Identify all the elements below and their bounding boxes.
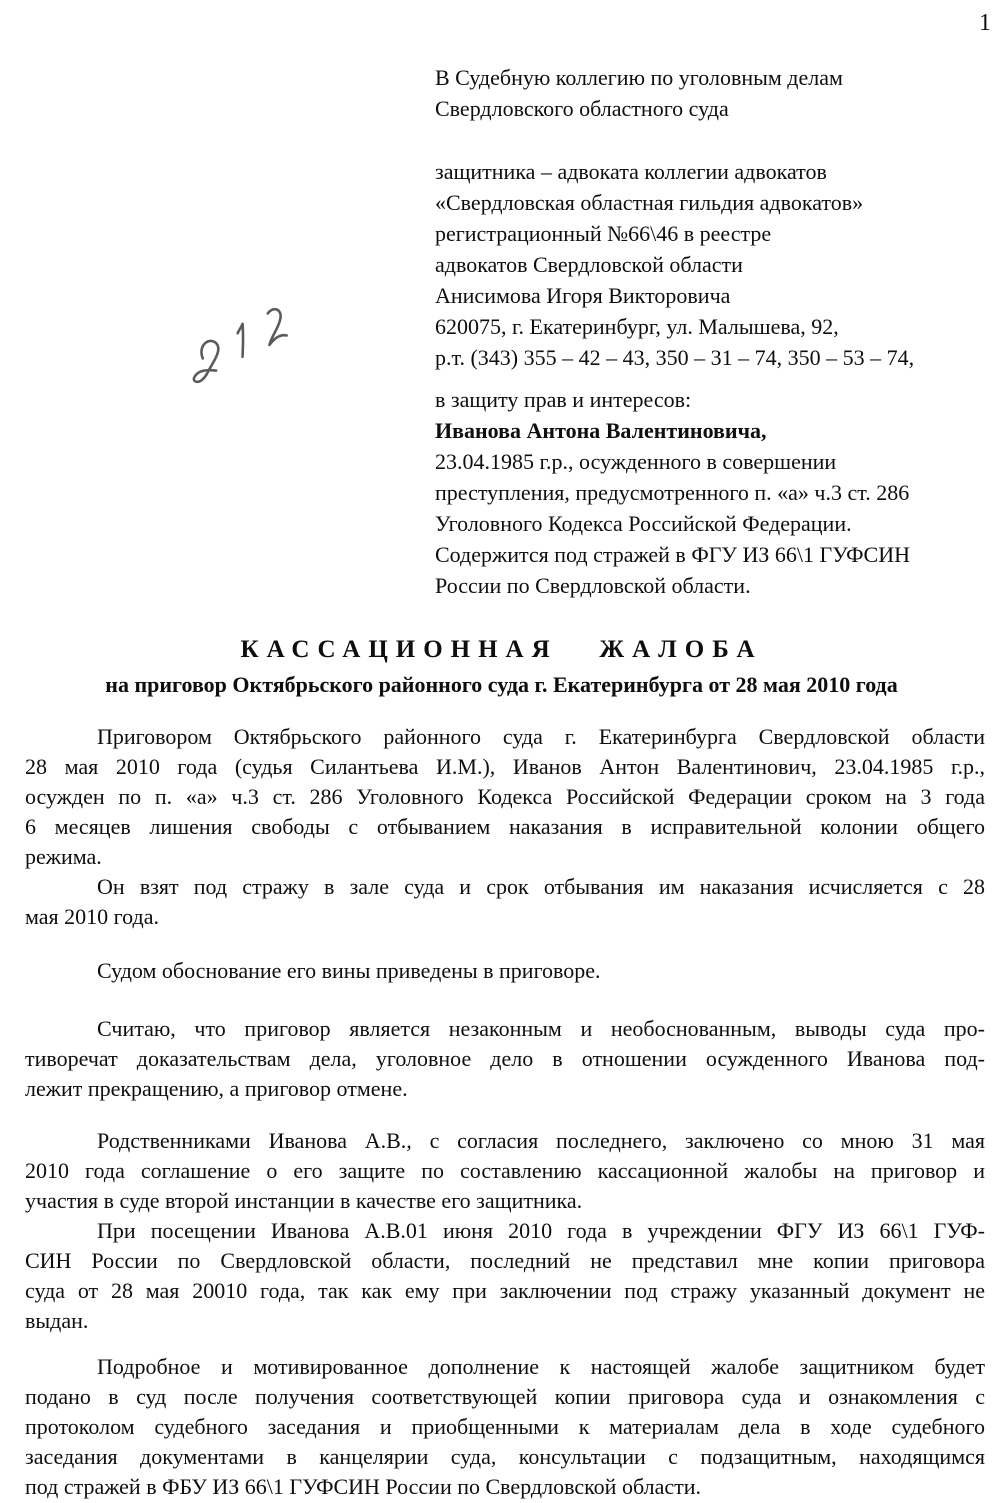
body-line: Он взят под стражу в зале суда и срок отбывания им наказания исчисляется с 28 [97,874,985,899]
body-line: Подробное и мотивированное дополнение к настоящей жалобе защитником будет [97,1354,985,1379]
body-line: суда от 28 мая 20010 года, так как ему при заключении под стражу указанный документ не [25,1278,985,1303]
body-line: Судом обоснование его вины приведены в приговоре. [97,958,601,983]
lawyer-line: защитника – адвоката коллегии адвокатов [435,159,827,184]
document-title: КАССАЦИОННАЯ ЖАЛОБА [240,636,763,663]
body-line: протоколом судебного заседания и приобщенными к материалам дела в ходе судебного [25,1414,985,1439]
court-address-block [435,62,1000,124]
body-line: лежит прекращению, а приговор отмене. [25,1076,408,1101]
court-line: В Судебную коллегию по уголовным делам [435,65,843,90]
body-line: Приговором Октябрьского районного суда г. Екатеринбурга Свердловской области [97,724,985,749]
client-line: России по Свердловской области. [435,573,751,598]
lawyer-line: Анисимова Игоря Викторовича [435,283,731,308]
body-line: Родственниками Иванова А.В., с согласия последнего, заключено со мною 31 мая [97,1128,985,1153]
body-line: режима. [25,844,102,869]
body-line: осужден по п. «а» ч.3 ст. 286 Уголовного Кодекса Российской Федерации сроком на 3 года [25,784,985,809]
body-line: заседания документами в канцелярии суда, консультации с подзащитным, находящимся [25,1444,985,1469]
client-line: 23.04.1985 г.р., осужденного в совершении [435,449,837,474]
lawyer-line: регистрационный №66\46 в реестре [435,221,772,246]
body-line: 28 мая 2010 года (судья Силантьева И.М.), Иванов Антон Валентинович, 23.04.1985 г.р., [25,754,985,779]
body-line: 2010 года соглашение о его защите по составлению кассационной жалобы на приговор и [25,1158,985,1183]
body-line: Считаю, что приговор является незаконным и необоснованным, выводы суда про- [97,1016,985,1041]
handwritten-mark [178,296,310,388]
body-line: При посещении Иванова А.В.01 июня 2010 года в учреждении ФГУ ИЗ 66\1 ГУФ- [97,1218,985,1243]
court-line: Свердловского областного суда [435,96,729,121]
body-section-objection [25,1014,985,1104]
body-line: выдан. [25,1308,89,1333]
body-line: мая 2010 года. [25,904,159,929]
lawyer-line: «Свердловская областная гильдия адвокатов» [435,190,864,215]
document-subtitle: на приговор Октябрьского районного суда г. Екатеринбурга от 28 мая 2010 года [105,672,898,697]
body-line: под стражей в ФБУ ИЗ 66\1 ГУФСИН России по Свердловской области. [25,1474,701,1499]
body-section-supplement [25,1352,985,1502]
body-line: участия в суде второй инстанции в качестве его защитника. [25,1188,583,1213]
client-line: преступления, предусмотренного п. «а» ч.3 ст. 286 [435,480,910,505]
body-line: 6 месяцев лишения свободы с отбыванием наказания в исправительной колонии общего [25,814,985,839]
client-intro-line: в защиту прав и интересов: [435,387,692,412]
lawyer-line: адвокатов Свердловской области [435,252,743,277]
body-line: тиворечат доказательствам дела, уголовное дело в отношении осужденного Иванова под- [25,1046,985,1071]
client-name-line: Иванова Антона Валентиновича, [435,418,767,443]
body-line: СИН России по Свердловской области, последний не представил мне копии приговора [25,1248,985,1273]
lawyer-address-block [435,156,1000,373]
page-number: 1 [979,10,991,36]
client-line: Содержится под стражей в ФГУ ИЗ 66\1 ГУФСИН [435,542,911,567]
body-section-agreement [25,1126,985,1336]
client-block [435,384,1000,601]
body-section-verdict [25,722,985,932]
lawyer-line: р.т. (343) 355 – 42 – 43, 350 – 31 – 74, 350 – 53 – 74, [435,345,915,370]
body-line: подано в суд после получения соответствующей копии приговора суда и ознакомления с [25,1384,985,1409]
body-section-grounds [25,956,985,986]
lawyer-line: 620075, г. Екатеринбург, ул. Малышева, 92, [435,314,839,339]
client-line: Уголовного Кодекса Российской Федерации. [435,511,852,536]
